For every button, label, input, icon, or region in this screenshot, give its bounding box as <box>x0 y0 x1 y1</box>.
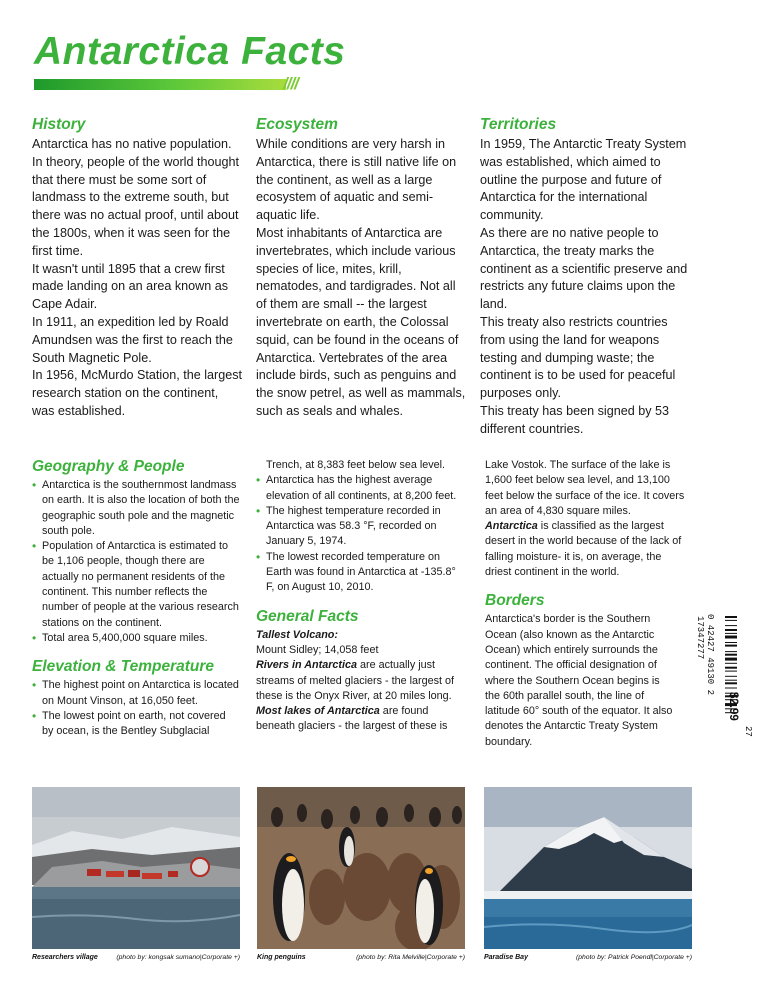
barcode-stripe <box>725 680 737 681</box>
territories-paragraph: In 1959, The Antarctic Treaty System was established, which aimed to outline the purpose and future of Antarctica for the international community. <box>480 137 687 223</box>
geography-heading: Geography & People <box>32 458 185 475</box>
territories-paragraph: As there are no native people to Antarctica, the treaty marks the continent as a scientific preserve and restricts any future claims upon the land. <box>480 225 688 312</box>
list-item: • Population of Antarctica is estimated to be 1,106 people, though there are actually no permanent residents of the continent. This number reflects the number of people at the various research stations on the continent. <box>32 539 240 631</box>
elevation-continuation: Trench, at 8,383 feet below sea level. <box>266 459 446 471</box>
photo-paradise-bay <box>484 787 692 949</box>
lakes-continuation: Lake Vostok. The surface of the lake is 1,600 feet below sea level, and 13,100 feet below the surface of the ice. It covers an area of 4,830 square miles. <box>485 459 685 517</box>
ecosystem-paragraph: While conditions are very harsh in Antarctica, there is still native life on the continent, as well as a large ecosystem of aquatic and semi-aquatic life. <box>256 137 457 223</box>
history-heading: History <box>32 116 86 133</box>
elevation-list <box>32 678 240 739</box>
lakes-fact <box>256 704 466 735</box>
paradise-bay-image <box>484 787 692 949</box>
caption-credit: (photo by: Rita Melville|Corporate +) <box>356 954 465 961</box>
barcode-stripe <box>725 688 737 689</box>
barcode-stripe <box>725 616 737 618</box>
barcode-stripe <box>725 667 737 669</box>
history-section <box>32 116 244 421</box>
barcode-stripe <box>725 682 737 684</box>
list-item: • Antarctica is the southernmost landmass on earth. It is also the location of both the geographic south pole and the magnetic south pole. <box>32 478 240 539</box>
rivers-fact <box>256 658 466 704</box>
barcode-stripe <box>725 663 737 664</box>
photo-caption-paradise-bay <box>484 954 692 961</box>
list-item: • Antarctica has the highest average elevation of all continents, at 8,200 feet. <box>256 473 466 504</box>
barcode-stripe <box>725 651 737 652</box>
tallest-volcano-label: Tallest Volcano: <box>256 628 338 641</box>
territories-heading: Territories <box>480 116 557 133</box>
barcode-suffix: 27 <box>743 726 753 737</box>
title-underline-bar <box>34 79 286 90</box>
desert-fact <box>485 519 685 580</box>
photo-caption-penguins <box>257 954 465 961</box>
rivers-label: Rivers in Antarctica <box>256 659 358 672</box>
barcode-stripe <box>725 671 737 672</box>
caption-title: King penguins <box>257 954 306 961</box>
elevation-heading: Elevation & Temperature <box>32 658 215 676</box>
borders-heading: Borders <box>485 592 545 610</box>
list-item: • The lowest point on earth, not covered by ocean, is the Bentley Subglacial <box>32 709 240 740</box>
barcode-stripe <box>725 629 737 631</box>
caption-credit: (photo by: kongsak sumano|Corporate +) <box>116 954 240 961</box>
ecosystem-section <box>256 116 468 421</box>
history-paragraph: In 1956, McMurdo Station, the largest research station on the continent, was established. <box>32 368 243 418</box>
barcode-stripe <box>725 676 737 677</box>
list-item: • The highest temperature recorded in Antarctica was 58.3 °F, recorded on January 5, 1974. <box>256 504 466 550</box>
lakes-label: Most lakes of Antarctica <box>256 705 380 718</box>
rivers-text: are actually just streams of melted glaciers - the largest of these is the Onyx River, at 20 miles long. <box>256 659 455 702</box>
caption-credit: (photo by: Patrick Poendl|Corporate +) <box>575 954 692 961</box>
barcode-digits: 0 42427 49130 2 <box>705 614 715 696</box>
barcode-stripe <box>725 633 737 634</box>
photo-researchers-village <box>32 787 240 949</box>
desert-text: is classified as the largest desert in the world because of the lack of falling moisture- it is, on average, the driest continent in the world. <box>485 520 682 579</box>
ecosystem-heading: Ecosystem <box>256 116 338 133</box>
elevation-list-continued <box>256 473 466 595</box>
geography-section <box>32 458 240 739</box>
barcode-stripe <box>725 658 737 661</box>
general-facts-heading: General Facts <box>256 607 359 625</box>
photo-king-penguins <box>257 787 465 949</box>
elevation-continued-section <box>256 458 466 735</box>
list-item: • The lowest recorded temperature on Earth was found in Antarctica at -135.8° F, on August 10, 2010. <box>256 550 466 596</box>
list-item: • The highest point on Antarctica is located on Mount Vinson, at 16,050 feet. <box>32 678 240 709</box>
barcode <box>695 612 761 744</box>
barcode-stripe <box>725 620 737 621</box>
tallest-volcano-text: Mount Sidley; 14,058 feet <box>256 643 379 656</box>
territories-paragraph: This treaty also restricts countries from using the land for weapons testing and dumping waste; the continent is to be used for peaceful purposes only. <box>480 314 676 401</box>
lakes-text: are found beneath glaciers - the largest of these is <box>256 705 448 733</box>
geography-list <box>32 478 240 646</box>
barcode-stripe <box>725 625 737 626</box>
history-paragraph: It wasn't until 1895 that a crew first made landing on an area known as Cape Adair. <box>32 261 229 312</box>
history-paragraph: In 1911, an expedition led by Roald Amundsen was the first to reach the South Magnetic Pole. <box>32 314 233 365</box>
barcode-stripe <box>725 642 737 643</box>
penguins-image <box>257 787 465 949</box>
general-facts-continued-section <box>485 458 685 750</box>
title-slashes: //// <box>283 74 298 93</box>
territories-paragraph: This treaty has been signed by 53 different countries. <box>480 403 670 436</box>
barcode-stripe <box>725 636 737 639</box>
list-item: • Total area 5,400,000 square miles. <box>32 631 240 646</box>
ecosystem-paragraph: Most inhabitants of Antarctica are invertebrates, which include various species of lice, mites, krill, nematodes, and tardigrades. Not all of them are small -- the largest invertebrate on earth, the Colossal squid, can be found in the oceans of Antarctica. Vertebrates of the area include birds, such as penguins and the snow petrel, as well as mammals, such as seals and whales. <box>256 225 466 418</box>
barcode-code: 17347277 <box>695 616 705 660</box>
page-title: Antarctica Facts <box>34 30 346 73</box>
photo-caption-village <box>32 954 240 961</box>
barcode-stripe <box>725 654 737 656</box>
caption-title: Researchers village <box>32 954 98 961</box>
village-image <box>32 787 240 949</box>
history-paragraph: Antarctica has no native population. In theory, people of the world thought that there must be some sort of landmass to the extreme south, but there was no actual proof, until about the 1800s, when it was seen for the first time. <box>32 137 240 258</box>
barcode-price: $2.99 <box>727 692 739 721</box>
territories-section <box>480 116 692 439</box>
caption-title: Paradise Bay <box>484 954 528 961</box>
desert-label: Antarctica <box>485 520 538 533</box>
barcode-stripe <box>725 645 737 647</box>
borders-text: Antarctica's border is the Southern Ocean (also known as the Antarctic Ocean) which entirely surrounds the continent. The official designation of where the Southern Ocean begins is the 60th parallel south, the line of latitude 60° south of the equator. It also denotes the Antarctic Treaty System boundary. <box>485 613 673 748</box>
